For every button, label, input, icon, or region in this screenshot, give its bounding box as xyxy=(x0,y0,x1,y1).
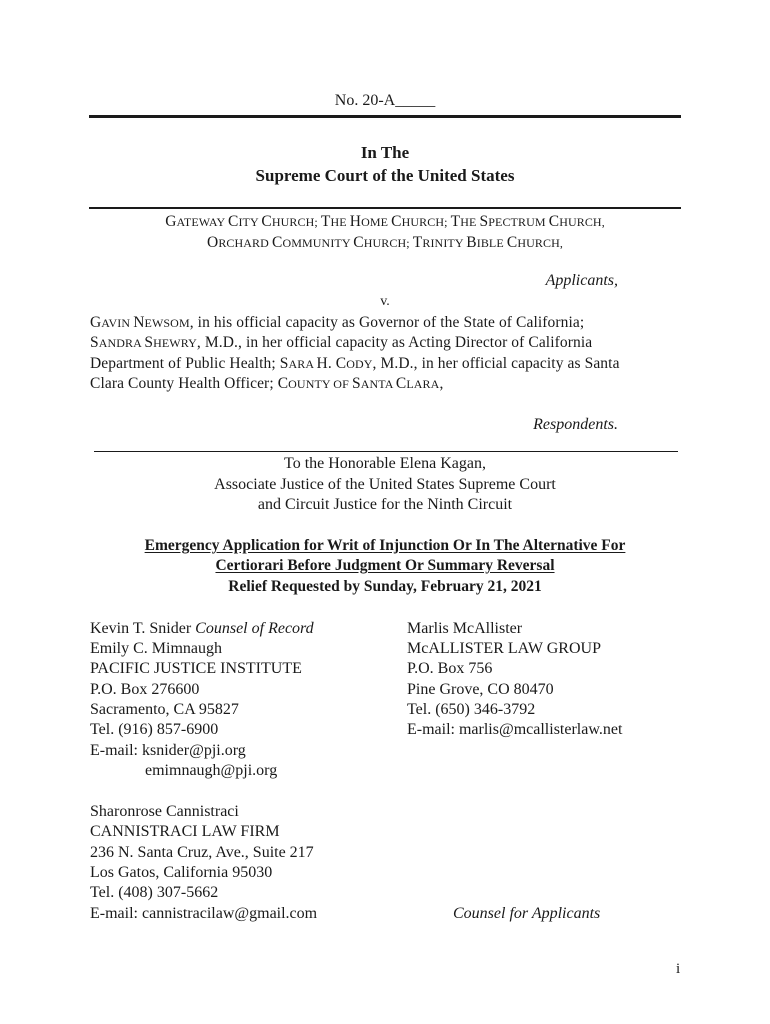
small-caps-run: HURCH; xyxy=(271,215,321,229)
small-caps-run: IBLE xyxy=(476,236,507,250)
text-run: H xyxy=(349,213,362,230)
small-caps-run: HEWRY xyxy=(153,336,197,350)
counsel-third-line-6: E-mail: cannistracilaw@gmail.com xyxy=(90,905,318,922)
relief-requested-line: Relief Requested by Sunday, February 21, 2021 xyxy=(228,578,542,595)
text-run: G xyxy=(90,314,102,331)
small-caps-run: RINITY xyxy=(422,236,467,250)
applicants-line-2 xyxy=(0,234,770,252)
counsel-third-line-5: Tel. (408) 307-5662 xyxy=(90,884,219,901)
text-run: C xyxy=(391,213,402,230)
counsel-left-line-7: emimnaugh@pji.org xyxy=(145,762,278,779)
application-title-line-1: Emergency Application for Writ of Injunction Or In The Alternative For xyxy=(144,537,626,554)
small-caps-run: OMMUNITY xyxy=(282,236,354,250)
text-run: S xyxy=(479,213,489,230)
text-run: S xyxy=(351,375,361,392)
small-caps-run: HURCH, xyxy=(559,215,605,229)
addressee-line-1: To the Honorable Elena Kagan, xyxy=(284,455,486,472)
docket-number: No. 20-A_____ xyxy=(334,92,436,109)
page-number: i xyxy=(676,961,681,977)
text-run: , M.D., in her official capacity as Acting Director of California xyxy=(196,334,593,351)
court-line-1: In The xyxy=(360,143,410,162)
text-run: C xyxy=(506,234,518,251)
court-rule xyxy=(89,207,681,209)
respondents-line-1 xyxy=(90,314,584,332)
counsel-right-line-6: E-mail: marlis@mcallisterlaw.net xyxy=(407,721,623,738)
counsel-for-applicants: Counsel for Applicants xyxy=(453,905,601,922)
text-run: C xyxy=(261,213,272,230)
small-caps-run: ARA xyxy=(288,357,317,371)
small-caps-run: AVIN xyxy=(101,316,134,330)
text-run: B xyxy=(466,234,477,251)
lead-counsel-name: Kevin T. Snider xyxy=(90,620,196,637)
text-run: S xyxy=(279,355,289,372)
counsel-right-line-4: Pine Grove, CO 80470 xyxy=(407,681,554,698)
respondents-line-4 xyxy=(90,375,443,393)
small-caps-run: EWSOM xyxy=(144,316,190,330)
respondents-role: Respondents. xyxy=(533,416,618,433)
counsel-third-line-2: CANNISTRACI LAW FIRM xyxy=(90,823,280,840)
court-name: Supreme Court of the United States xyxy=(255,166,515,185)
respondents-line-2 xyxy=(90,334,592,352)
text-run: Clara County Health Officer; xyxy=(90,375,278,392)
lead-counsel-role: Counsel of Record xyxy=(195,620,314,637)
text-run: C xyxy=(227,213,239,230)
text-run: N xyxy=(133,314,145,331)
application-title-line-2: Certiorari Before Judgment Or Summary Reversal xyxy=(215,557,555,574)
text-run: C xyxy=(335,355,347,372)
small-caps-run: HE xyxy=(460,215,480,229)
applicants-role: Applicants, xyxy=(545,272,618,289)
versus: v. xyxy=(380,294,390,309)
small-caps-run: HURCH; xyxy=(363,236,413,250)
text-run: , M.D., in her official capacity as Santa xyxy=(372,355,620,372)
text-run: Department of Public Health; xyxy=(90,355,280,372)
counsel-third-line-1: Sharonrose Cannistraci xyxy=(90,803,239,820)
small-caps-run: ANTA xyxy=(360,377,396,391)
counsel-left-line-1: Emily C. Mimnaugh xyxy=(90,640,222,657)
counsel-right-line-5: Tel. (650) 346-3792 xyxy=(407,701,536,718)
text-run: , xyxy=(439,375,444,392)
counsel-left-line-6: E-mail: ksnider@pji.org xyxy=(90,742,246,759)
text-run: S xyxy=(90,334,99,351)
text-run: S xyxy=(144,334,154,351)
small-caps-run: HURCH; xyxy=(401,215,451,229)
text-run: , in his official capacity as Governor of the State of California; xyxy=(189,314,585,331)
text-run: C xyxy=(395,375,407,392)
small-caps-run: HURCH, xyxy=(517,236,563,250)
small-caps-run: ITY xyxy=(238,215,262,229)
counsel-left-line-4: Sacramento, CA 95827 xyxy=(90,701,239,718)
respondents-line-3 xyxy=(90,355,620,373)
text-run: T xyxy=(320,213,331,230)
small-caps-run: ODY xyxy=(346,357,373,371)
text-run: T xyxy=(450,213,461,230)
counsel-left-line-2: PACIFIC JUSTICE INSTITUTE xyxy=(90,660,302,677)
header-rule xyxy=(89,115,681,118)
small-caps-run: ANDRA xyxy=(98,336,145,350)
text-run: H. xyxy=(316,355,336,372)
small-caps-run: RCHARD xyxy=(218,236,273,250)
text-run: G xyxy=(165,213,177,230)
text-run: C xyxy=(277,375,289,392)
lead-counsel xyxy=(90,619,314,639)
counsel-left-line-5: Tel. (916) 857-6900 xyxy=(90,721,219,738)
applicants-line-1 xyxy=(0,213,770,231)
counsel-third-line-3: 236 N. Santa Cruz, Ave., Suite 217 xyxy=(90,844,314,861)
addressee-line-2: Associate Justice of the United States Supreme Court xyxy=(214,476,556,493)
text-run: C xyxy=(272,234,283,251)
small-caps-run: HE xyxy=(330,215,350,229)
text-run: C xyxy=(353,234,364,251)
counsel-right-line-3: P.O. Box 756 xyxy=(407,660,493,677)
counsel-right-line-1: Marlis McAllister xyxy=(407,620,523,637)
small-caps-run: OME xyxy=(361,215,392,229)
counsel-right-line-2: McALLISTER LAW GROUP xyxy=(407,640,601,657)
respondents-rule xyxy=(94,451,678,452)
small-caps-run: ATEWAY xyxy=(176,215,228,229)
counsel-third-line-4: Los Gatos, California 95030 xyxy=(90,864,273,881)
text-run: O xyxy=(207,234,219,251)
small-caps-run: LARA xyxy=(406,377,440,391)
text-run: T xyxy=(412,234,423,251)
small-caps-run: PECTRUM xyxy=(488,215,549,229)
small-caps-run: OUNTY OF xyxy=(288,377,352,391)
text-run: C xyxy=(548,213,560,230)
addressee-line-3: and Circuit Justice for the Ninth Circuit xyxy=(257,496,513,513)
counsel-left-line-3: P.O. Box 276600 xyxy=(90,681,200,698)
